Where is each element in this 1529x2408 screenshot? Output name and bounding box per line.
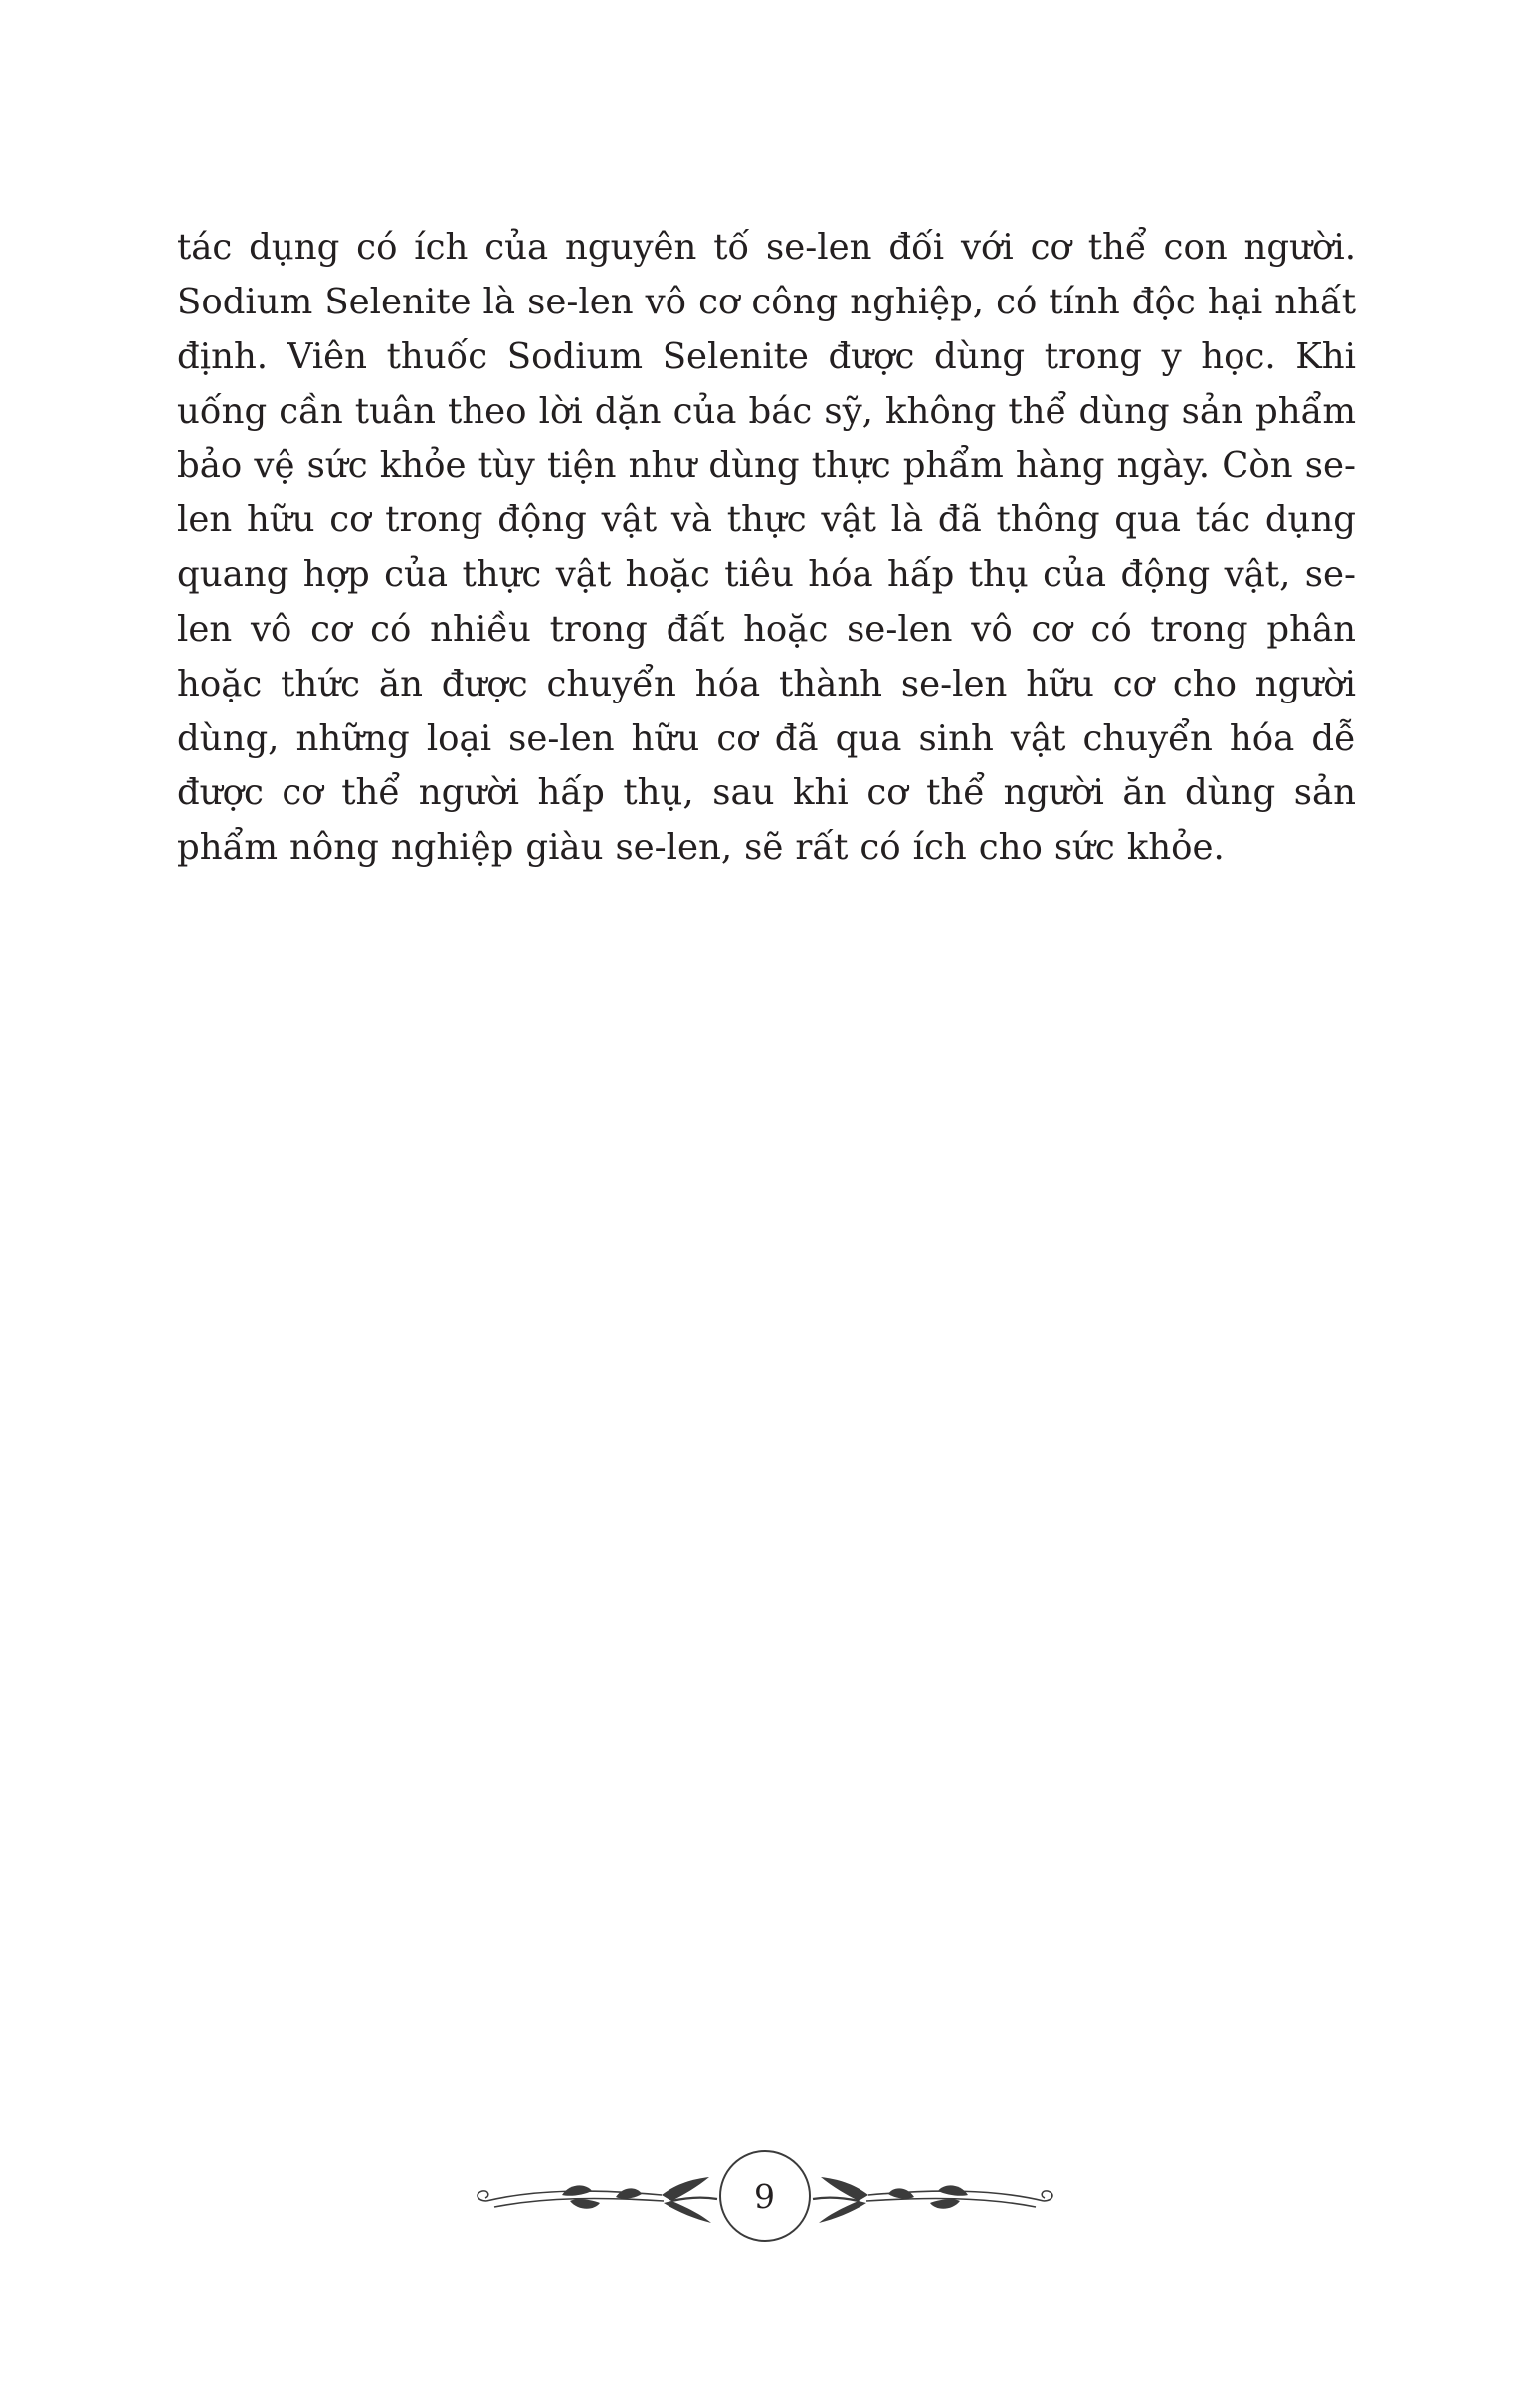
page-number: 9 <box>754 2176 775 2216</box>
ornament-wrap <box>467 2131 1063 2261</box>
page-number-badge <box>719 2150 811 2242</box>
page-content <box>177 221 1356 876</box>
page-footer <box>0 2131 1529 2261</box>
body-paragraph: tác dụng có ích của nguyên tố se-len đối với cơ thể con người. Sodium Selenite là se-len vô cơ công nghiệp, có tính độc hại nhất định. Viên thuốc Sodium Selenite được dùng trong y học. Khi uống cần tuân theo lời dặn của bác sỹ, không thể dùng sản phẩm bảo vệ sức khỏe tùy tiện như dùng thực phẩm hàng ngày. Còn se-len hữu cơ trong động vật và thực vật là đã thông qua tác dụng quang hợp của thực vật hoặc tiêu hóa hấp thụ của động vật, se-len vô cơ có nhiều trong đất hoặc se-len vô cơ có trong phân hoặc thức ăn được chuyển hóa thành se-len hữu cơ cho người dùng, những loại se-len hữu cơ đã qua sinh vật chuyển hóa dễ được cơ thể người hấp thụ, sau khi cơ thể người ăn dùng sản phẩm nông nghiệp giàu se-len, sẽ rất có ích cho sức khỏe. <box>177 227 1356 869</box>
